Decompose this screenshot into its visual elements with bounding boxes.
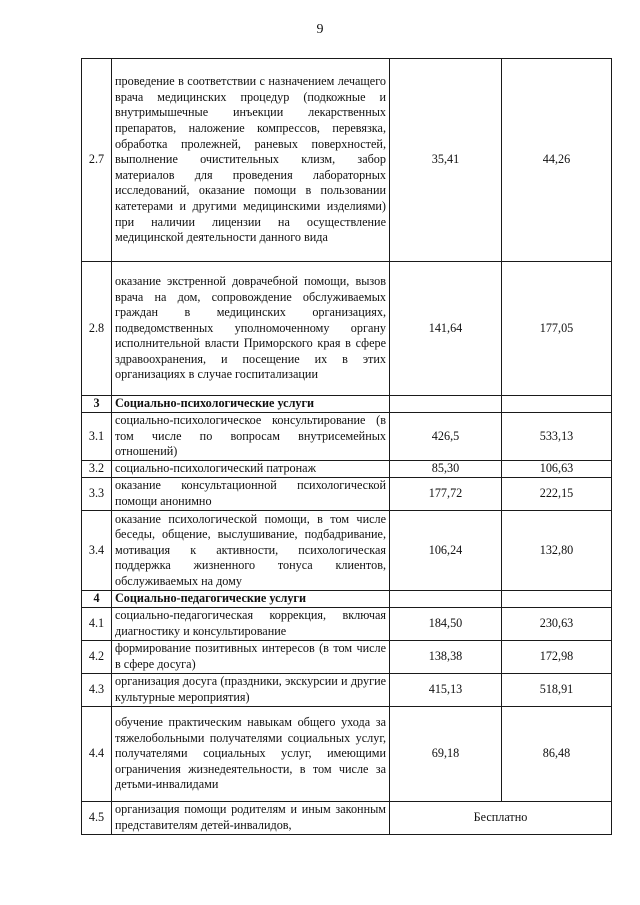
service-description: оказание психологической помощи, в том числе беседы, общение, выслушивание, подбадривание, мотивация к активности, психологическая поддержка жизненного тонуса клиентов, обслуживаемых на дому xyxy=(112,511,390,591)
row-number: 4.1 xyxy=(82,608,112,641)
table-row xyxy=(82,707,612,802)
table-row xyxy=(82,608,612,641)
service-description: оказание консультационной психологической помощи анонимно xyxy=(112,478,390,511)
price-value-2: 106,63 xyxy=(502,461,612,478)
tariff-table xyxy=(81,58,612,835)
price-value-1: 426,5 xyxy=(390,413,502,461)
service-description: организация досуга (праздники, экскурсии и другие культурные мероприятия) xyxy=(112,674,390,707)
section-title: Социально-психологические услуги xyxy=(112,396,390,413)
table-row xyxy=(82,641,612,674)
row-number: 3.1 xyxy=(82,413,112,461)
row-number: 3.4 xyxy=(82,511,112,591)
table-row xyxy=(82,674,612,707)
table-row xyxy=(82,59,612,262)
free-of-charge-value: Бесплатно xyxy=(390,802,612,835)
service-description: социально-педагогическая коррекция, включая диагностику и консультирование xyxy=(112,608,390,641)
service-description: социально-психологическое консультирование (в том числе по вопросам внутрисемейных отношений) xyxy=(112,413,390,461)
table-row xyxy=(82,511,612,591)
row-number: 2.7 xyxy=(82,59,112,262)
price-value-1: 177,72 xyxy=(390,478,502,511)
price-value-1: 415,13 xyxy=(390,674,502,707)
section-number: 3 xyxy=(82,396,112,413)
price-value-1: 184,50 xyxy=(390,608,502,641)
price-value-2: 172,98 xyxy=(502,641,612,674)
row-number: 4.5 xyxy=(82,802,112,835)
service-description: формирование позитивных интересов (в том числе в сфере досуга) xyxy=(112,641,390,674)
row-number: 4.2 xyxy=(82,641,112,674)
table-row xyxy=(82,478,612,511)
price-value-1: 141,64 xyxy=(390,262,502,396)
empty-cell xyxy=(390,591,502,608)
table-row xyxy=(82,262,612,396)
service-description: проведение в соответствии с назначением лечащего врача медицинских процедур (подкожные и внутримышечные инъекции лекарственных препаратов, наложение компрессов, перевязка, обработка пролежней, раневых поверхностей, выполнение очистительных клизм, забор материалов для проведения лабораторных исследований, оказание помощи в пользовании катетерами и другими медицинскими изделиями) при наличии лицензии на осуществление медицинской деятельности данного вида xyxy=(112,59,390,262)
service-description: социально-психологический патронаж xyxy=(112,461,390,478)
row-number: 4.3 xyxy=(82,674,112,707)
service-description: оказание экстренной доврачебной помощи, вызов врача на дом, сопровождение обслуживаемых граждан в медицинских организациях, подведомственных уполномоченному органу исполнительной власти Приморского края в сфере здравоохранения, и посещение их в этих организациях в случае госпитализации xyxy=(112,262,390,396)
price-value-2: 222,15 xyxy=(502,478,612,511)
price-value-2: 86,48 xyxy=(502,707,612,802)
price-value-1: 106,24 xyxy=(390,511,502,591)
row-number: 3.3 xyxy=(82,478,112,511)
table-row xyxy=(82,413,612,461)
empty-cell xyxy=(502,396,612,413)
price-value-2: 230,63 xyxy=(502,608,612,641)
price-value-1: 85,30 xyxy=(390,461,502,478)
empty-cell xyxy=(502,591,612,608)
price-value-2: 533,13 xyxy=(502,413,612,461)
page-number: 9 xyxy=(316,22,324,37)
service-description: организация помощи родителям и иным законным представителям детей-инвалидов, xyxy=(112,802,390,835)
price-value-2: 518,91 xyxy=(502,674,612,707)
price-value-2: 44,26 xyxy=(502,59,612,262)
service-description: обучение практическим навыкам общего ухода за тяжелобольными получателями социальных услуг, получателями социальных услуг, имеющими ограничения жизнедеятельности, в том числе за детьми-инвалидами xyxy=(112,707,390,802)
price-value-1: 69,18 xyxy=(390,707,502,802)
row-number: 4.4 xyxy=(82,707,112,802)
empty-cell xyxy=(390,396,502,413)
table-row xyxy=(82,802,612,835)
table-row xyxy=(82,461,612,478)
section-title: Социально-педагогические услуги xyxy=(112,591,390,608)
section-row xyxy=(82,591,612,608)
row-number: 3.2 xyxy=(82,461,112,478)
price-value-2: 132,80 xyxy=(502,511,612,591)
price-value-1: 138,38 xyxy=(390,641,502,674)
section-number: 4 xyxy=(82,591,112,608)
price-value-1: 35,41 xyxy=(390,59,502,262)
price-value-2: 177,05 xyxy=(502,262,612,396)
section-row xyxy=(82,396,612,413)
row-number: 2.8 xyxy=(82,262,112,396)
